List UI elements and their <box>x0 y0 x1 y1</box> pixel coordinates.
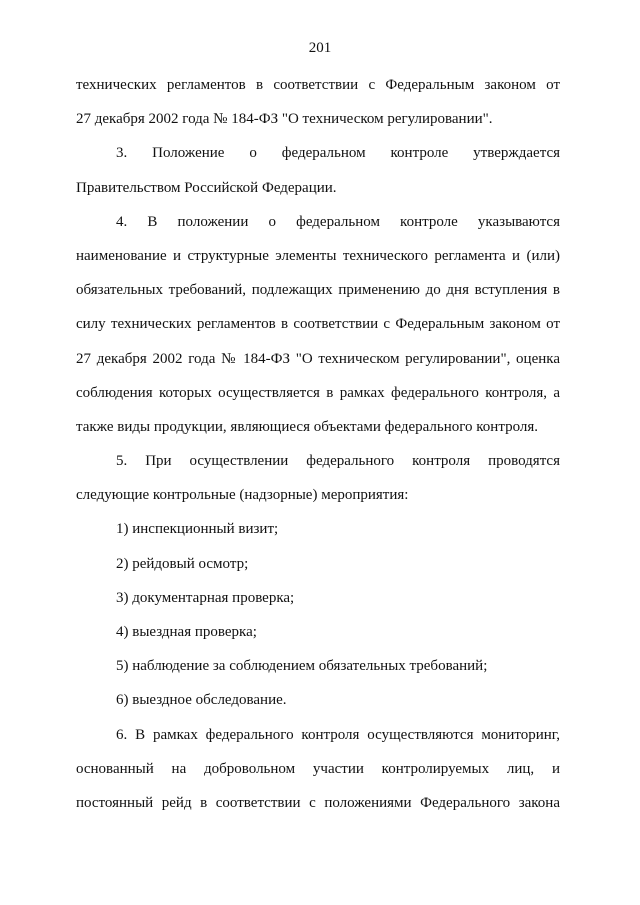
text-line: также виды продукции, являющиеся объектами федерального контроля. <box>76 418 539 435</box>
text-line: 5. При осуществлении федерального контроля проводятся <box>116 453 560 470</box>
document-body <box>76 68 560 820</box>
text-line: 4. В положении о федеральном контроле указываются <box>116 213 560 230</box>
text-line: 5) наблюдение за соблюдением обязательных требований; <box>116 658 488 675</box>
text-line: 6) выездное обследование. <box>116 692 287 709</box>
text-line: обязательных требований, подлежащих применению до дня вступления в <box>76 282 560 299</box>
text-line: 1) инспекционный визит; <box>116 521 279 538</box>
text-line: силу технических регламентов в соответствии с Федеральным законом от <box>76 316 560 333</box>
text-line: соблюдения которых осуществляется в рамках федерального контроля, а <box>76 384 560 401</box>
text-line: следующие контрольные (надзорные) мероприятия: <box>76 487 409 504</box>
text-line: основанный на добровольном участии контролируемых лиц, и <box>76 760 560 777</box>
text-line: 4) выездная проверка; <box>116 624 257 640</box>
text-line: 2) рейдовый осмотр; <box>116 555 249 572</box>
text-line: 6. В рамках федерального контроля осуществляются мониторинг, <box>116 726 560 743</box>
text-line: Правительством Российской Федерации. <box>76 179 337 196</box>
text-line: 27 декабря 2002 года № 184-ФЗ "О техническом регулировании", оценка <box>76 350 560 367</box>
page-number: 201 <box>308 40 332 56</box>
text-line: 3. Положение о федеральном контроле утверждается <box>116 145 560 162</box>
text-line: 27 декабря 2002 года № 184-ФЗ "О техническом регулировании". <box>76 111 493 128</box>
text-line: технических регламентов в соответствии с Федеральным законом от <box>76 77 560 93</box>
text-line: 3) документарная проверка; <box>116 589 295 606</box>
text-line: наименование и структурные элементы технического регламента и (или) <box>76 247 560 264</box>
text-line: постоянный рейд в соответствии с положениями Федерального закона <box>76 794 560 811</box>
